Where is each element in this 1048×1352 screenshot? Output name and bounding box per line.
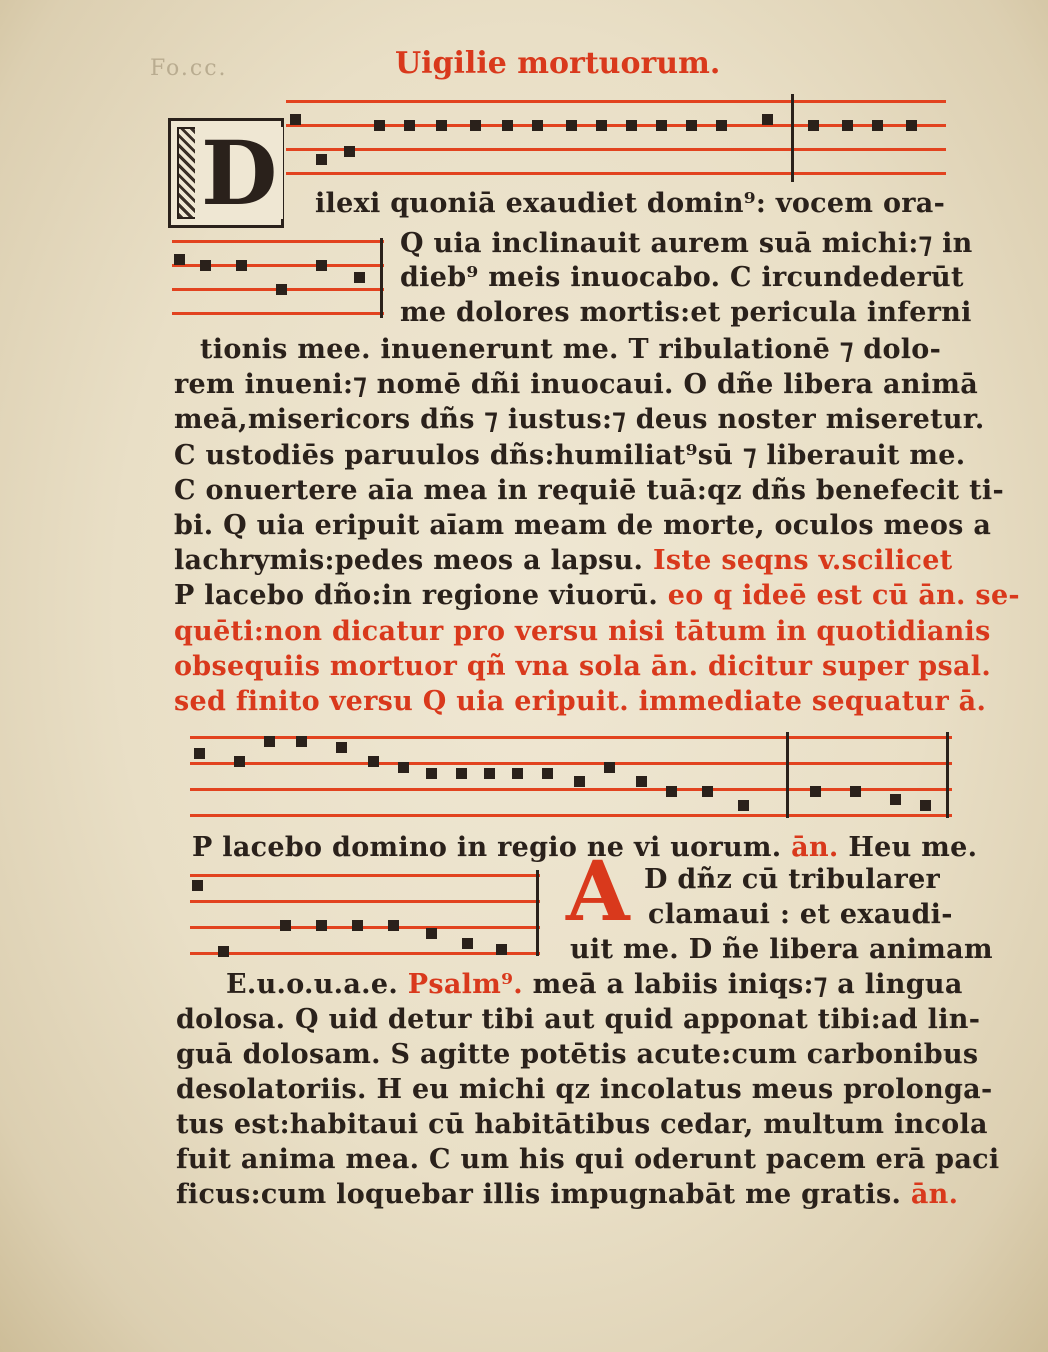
text-line-6: rem inueni:⁊ nomē dñi inuocaui. O dñe libera animā [174,369,978,400]
text-line-12-black: P lacebo dño:in regione viuorū. [174,580,659,611]
text-line-3: dieb⁹ meis inuocabo. C ircundederūt [400,262,964,293]
psalm-line-10-text: ficus:cum loquebar illis impugnabāt me gratis. [176,1179,902,1210]
staff-2 [172,232,384,322]
psalm-line-2: clamaui : et exaudi- [648,899,953,930]
end-an: ān. [910,1179,959,1210]
text-line-11 [174,545,953,576]
initial-letter-d: D [195,127,283,219]
text-line-7: meā,misericors dñs ⁊ iustus:⁊ deus noster miseretur. [174,404,985,435]
psalm-line-8: tus est:habitaui cū habitātibus cedar, multum incola [176,1109,988,1140]
text-line-1: ilexi quoniā exaudiet domin⁹: vocem ora- [315,188,946,219]
text-line-5: tionis mee. inuenerunt me. T ribulationē ⁊ dolo- [200,334,942,365]
staff-3 [190,728,952,824]
text-line-10: bi. Q uia eripuit aīam meam de morte, oculos meos a [174,510,992,541]
antiphon-text: P lacebo domino in regio ne vi uorum. [192,832,782,863]
psalm-label: Psalm⁹. [407,969,523,1000]
running-header: Uigilie mortuorum. [395,46,721,81]
staff-4 [190,866,540,962]
text-line-9: C onuertere aīa mea in requiē tuā:qz dñs benefecit ti- [174,475,1004,506]
psalm-line-6: guā dolosam. S agitte potētis acute:cum carbonibus [176,1039,979,1070]
text-line-4: me dolores mortis:et pericula inferni [400,297,972,328]
rubric-c: quēti:non dicatur pro versu nisi tātum in quotidianis [174,616,991,647]
psalm-line-9: fuit anima mea. C um his qui oderunt pacem erā paci [176,1144,1000,1175]
antiphon-rest: Heu me. [848,832,978,863]
euouae-text: E.u.o.u.a.e. [226,969,399,1000]
psalm-line-7: desolatoriis. H eu michi qz incolatus meus prolonga- [176,1074,993,1105]
rubric-b: eo q ideē est cū ān. se- [667,580,1020,611]
rubric-d: obsequiis mortuor qñ vna sola ān. dicitur super psal. [174,651,992,682]
rubric-e: sed finito versu Q uia eripuit. immediate sequatur ā. [174,686,987,717]
staff-1 [286,94,946,184]
text-line-8: C ustodiēs paruulos dñs:humiliat⁹sū ⁊ liberauit me. [174,440,966,471]
rubric-a: Iste seqns v.scilicet [652,545,953,576]
psalm-line-5: dolosa. Q uid detur tibi aut quid apponat tibi:ad lin- [176,1004,981,1035]
psalm-line-1: D dñz cū tribularer [644,864,941,895]
text-line-12 [174,580,1020,611]
psalm-line-10 [176,1179,958,1210]
text-line-2: Q uia inclinauit aurem suā michi:⁊ in [400,228,973,259]
euouae-line [226,969,963,1000]
antiphon-an: ān. [791,832,839,863]
text-line-11-black: lachrymis:pedes meos a lapsu. [174,545,644,576]
initial-a-red: A [566,844,630,940]
folio-number: Fo.cc. [150,56,228,81]
initial-d-decorated [168,118,284,228]
psalm-line-4: meā a labiis iniqs:⁊ a lingua [532,969,963,1000]
psalm-line-3: uit me. D ñe libera animam [570,934,993,965]
